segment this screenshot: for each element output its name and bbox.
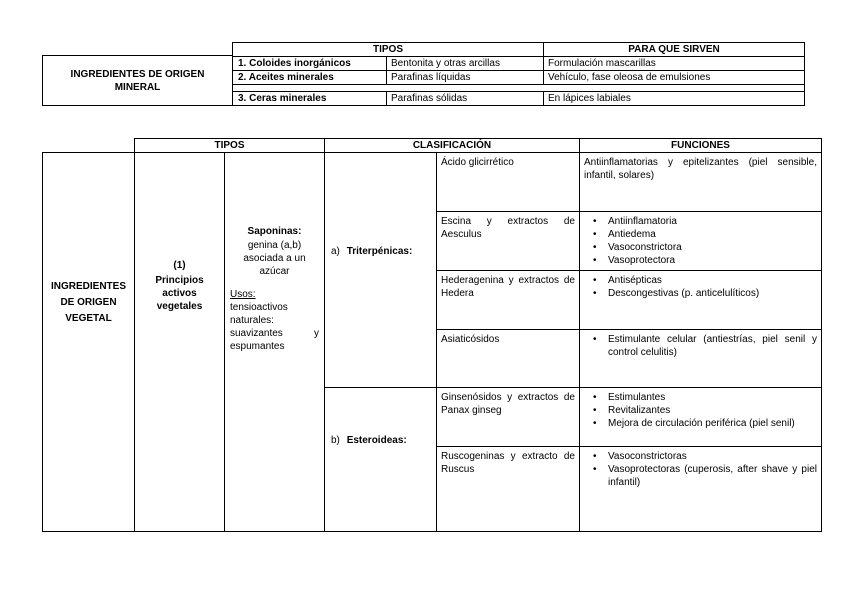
compuesto-escina: Escina y extractos de Aesculus xyxy=(436,211,580,271)
usos-desc: tensioactivos naturales: suavizantes y espumantes xyxy=(230,302,319,352)
funciones-ruscogeninas xyxy=(579,446,822,532)
funciones-hederagenina xyxy=(579,270,822,330)
vegetal-label-cell xyxy=(42,152,135,532)
mineral-row-3-tipo: 3. Ceras minerales xyxy=(232,91,387,106)
compuesto-ginsenosidos: Ginsenósidos y extractos de Panax ginseg xyxy=(436,387,580,447)
funcion-item: • Antiinflamatoria xyxy=(608,215,817,228)
compuesto-acido-glicirretico: Ácido glicirrético xyxy=(436,152,580,212)
vegetal-header-clasificacion: CLASIFICACIÓN xyxy=(324,138,580,153)
group-triterpenicas-cell xyxy=(324,152,437,388)
mineral-header-para-que: PARA QUE SIRVEN xyxy=(543,42,805,57)
usos-title: Usos: xyxy=(230,289,256,300)
vegetal-header-tipos: TIPOS xyxy=(134,138,325,153)
mineral-row-2-ejemplo: Parafinas líquidas xyxy=(386,70,544,85)
funcion-item: • Antisépticas xyxy=(608,274,817,287)
principios-label: Principios activos vegetales xyxy=(155,275,204,312)
group-esteroideas-prefix: b) xyxy=(331,435,340,446)
mineral-row-2-tipo: 2. Aceites minerales xyxy=(232,70,387,85)
mineral-label: INGREDIENTES DE ORIGEN MINERAL xyxy=(70,69,205,93)
funciones-ginsenosidos xyxy=(579,387,822,447)
saponinas-title: Saponinas: xyxy=(247,226,302,237)
mineral-row-3-uso: En lápices labiales xyxy=(543,91,805,106)
saponinas-desc: genina (a,b) asociada a un azúcar xyxy=(243,240,306,277)
funcion-item: • Revitalizantes xyxy=(608,404,817,417)
saponinas-cell xyxy=(224,152,325,532)
group-triterpenicas-label: Triterpénicas: xyxy=(346,246,413,257)
group-esteroideas-label: Esteroideas: xyxy=(346,435,407,446)
funcion-item: • Vasoprotectoras (cuperosis, after shave y piel infantil) xyxy=(608,463,817,489)
mineral-row-1-uso: Formulación mascarillas xyxy=(543,56,805,71)
funcion-item: • Vasoprotectora xyxy=(608,254,817,267)
funcion-item: • Estimulantes xyxy=(608,391,817,404)
mineral-row-1-tipo: 1. Coloides inorgánicos xyxy=(232,56,387,71)
mineral-row-1-ejemplo: Bentonita y otras arcillas xyxy=(386,56,544,71)
compuesto-ruscogeninas: Ruscogeninas y extracto de Ruscus xyxy=(436,446,580,532)
funciones-escina xyxy=(579,211,822,271)
group-esteroideas-cell xyxy=(324,387,437,532)
funcion-item: • Vasoconstrictora xyxy=(608,241,817,254)
funciones-asiaticosidos xyxy=(579,329,822,388)
vegetal-label: INGREDIENTES DE ORIGEN VEGETAL xyxy=(50,281,126,324)
vegetal-header-funciones: FUNCIONES xyxy=(579,138,822,153)
group-triterpenicas-prefix: a) xyxy=(331,246,340,257)
funciones-acido-glicirretico: Antiinflamatorias y epitelizantes (piel sensible, infantil, solares) xyxy=(579,152,822,212)
funcion-item: • Vasoconstrictoras xyxy=(608,450,817,463)
funcion-item: • Descongestivas (p. anticelulíticos) xyxy=(608,287,817,300)
funcion-item: • Antiedema xyxy=(608,228,817,241)
mineral-header-tipos: TIPOS xyxy=(232,42,544,57)
principios-cell xyxy=(134,152,225,532)
compuesto-asiaticosidos: Asiaticósidos xyxy=(436,329,580,388)
principios-number: (1) xyxy=(173,260,186,271)
funcion-item: • Mejora de circulación periférica (piel senil) xyxy=(608,417,817,430)
mineral-row-2-uso: Vehículo, fase oleosa de emulsiones xyxy=(543,70,805,85)
funcion-item: • Estimulante celular (antiestrías, piel senil y control celulitis) xyxy=(608,333,817,359)
compuesto-hederagenina: Hederagenina y extractos de Hedera xyxy=(436,270,580,330)
mineral-row-3-ejemplo: Parafinas sólidas xyxy=(386,91,544,106)
